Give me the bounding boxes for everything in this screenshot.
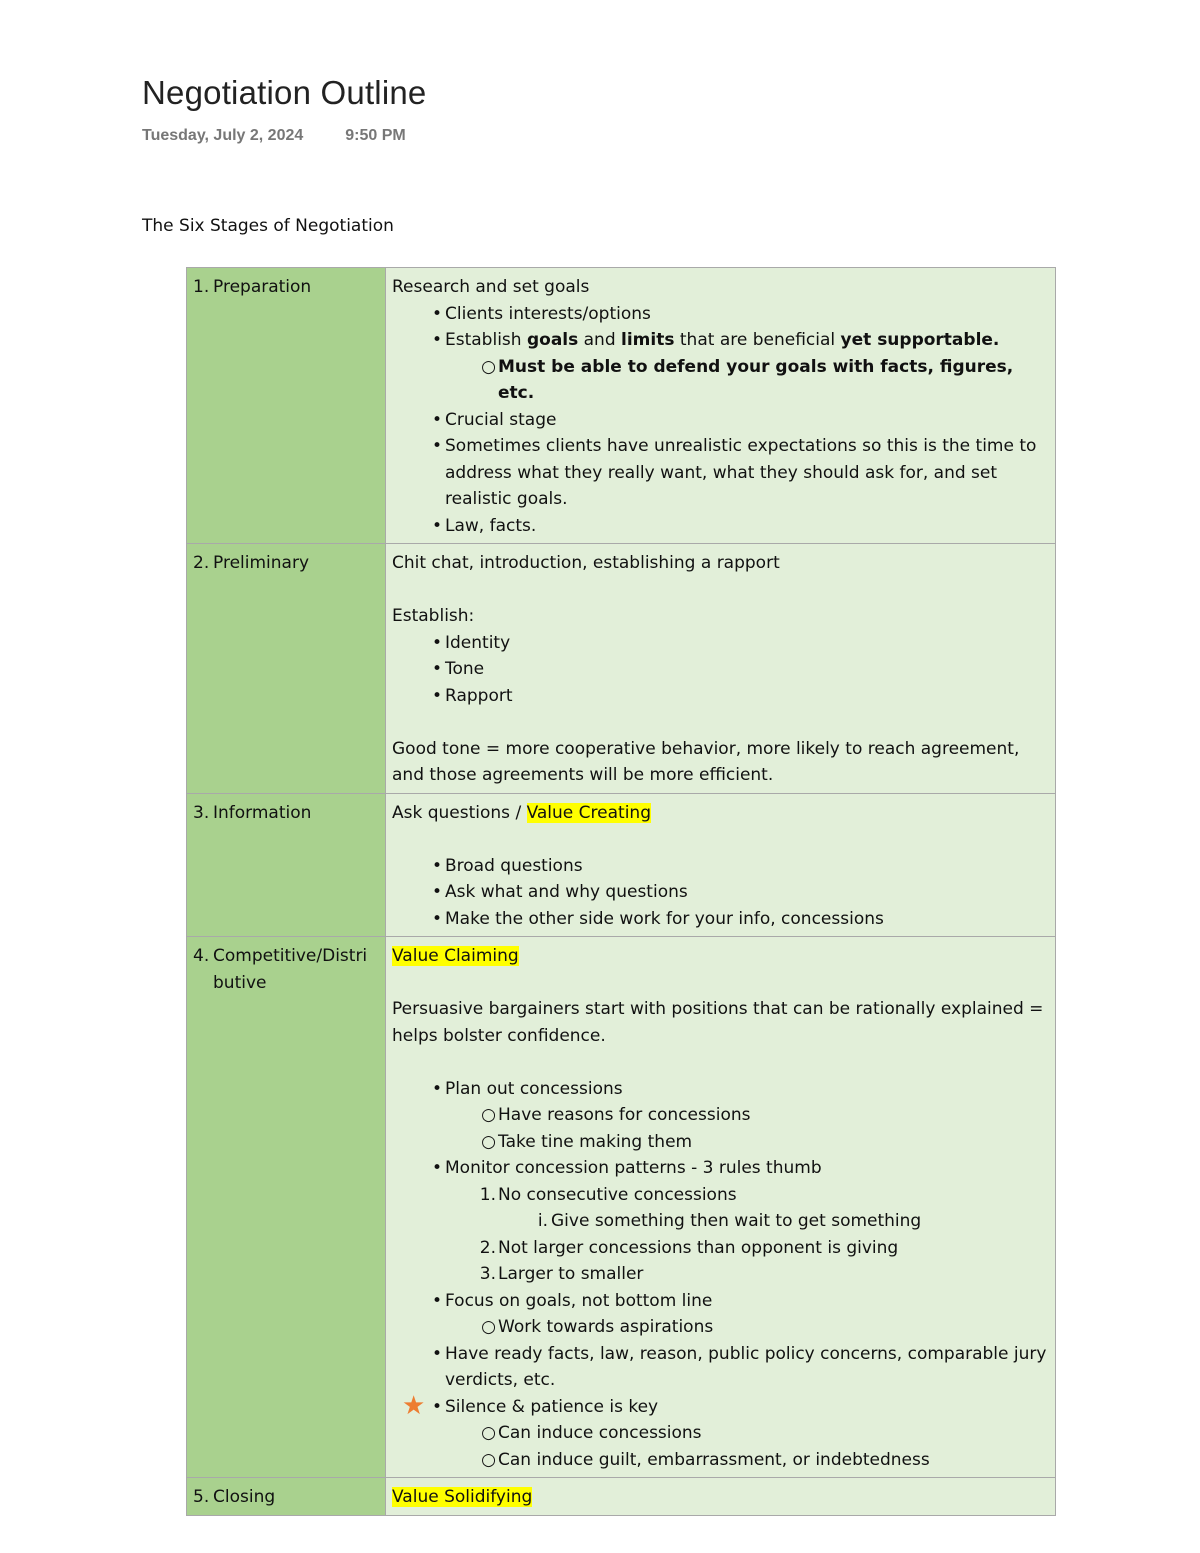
list-item: • Sometimes clients have unrealistic expectations so this is the time to address what they really want, what they should ask for, and set realistic goals. <box>392 433 1049 513</box>
list-item: • Rapport <box>392 683 1049 710</box>
list-number: 1. <box>479 1184 496 1205</box>
list-item: • Ask what and why questions <box>392 879 1049 906</box>
bullet-icon: • <box>431 330 442 350</box>
detail-intro: Chit chat, introduction, establishing a rapport <box>392 553 780 573</box>
stage-cell-information <box>187 793 386 937</box>
bullet-icon: • <box>431 632 442 653</box>
bullet-icon: • <box>431 1158 442 1178</box>
stage-cell-competitive <box>187 937 386 1478</box>
page-meta <box>142 127 406 145</box>
stage-number: 5. <box>193 1487 210 1507</box>
detail-intro <box>392 1484 1049 1511</box>
table-row <box>187 268 1056 544</box>
stage-cell-preliminary <box>187 544 386 794</box>
page-date: Tuesday, July 2, 2024 <box>142 127 304 144</box>
detail-intro: Ask questions / Value Creating <box>392 802 651 823</box>
list-item: • Identity <box>392 630 1049 657</box>
stage-number: 1. <box>193 277 210 297</box>
stage-number: 2. <box>193 553 210 573</box>
page-title: Negotiation Outline <box>142 74 427 111</box>
bullet-icon: • <box>431 855 442 876</box>
list-item: • Law, facts. <box>392 513 1049 540</box>
list-item: • Crucial stage <box>392 407 1049 434</box>
list-item: • Broad questions <box>392 853 1049 880</box>
list-item: • Tone <box>392 656 1049 683</box>
circle-bullet-icon: ○ <box>481 356 496 377</box>
list-item: ○ Can induce guilt, embarrassment, or indebtedness <box>392 1447 1049 1474</box>
list-item: • Establish goals and limits that are beneficial yet supportable. <box>392 327 1049 354</box>
bullet-icon: • <box>431 685 442 706</box>
star-icon: ★ <box>402 1390 426 1421</box>
stage-name: Competitive/Distri butive <box>213 946 368 993</box>
circle-bullet-icon: ○ <box>481 1449 496 1470</box>
list-item: • Focus on goals, not bottom line <box>392 1288 1049 1315</box>
stage-detail-competitive <box>386 937 1056 1478</box>
list-item: 3. Larger to smaller <box>392 1261 1049 1288</box>
list-item: ○ Work towards aspirations <box>392 1314 1049 1341</box>
stage-cell-preparation <box>187 268 386 544</box>
stage-name: Preparation <box>213 277 312 297</box>
table-row <box>187 793 1056 937</box>
stage-detail-preliminary <box>386 544 1056 794</box>
highlight-label: Value Claiming <box>392 946 519 966</box>
list-item: 2. Not larger concessions than opponent is giving <box>392 1235 1049 1262</box>
circle-bullet-icon: ○ <box>481 1131 496 1152</box>
bullet-icon: • <box>431 436 442 456</box>
table-row <box>187 544 1056 794</box>
detail-paragraph: Persuasive bargainers start with positions that can be rationally explained = helps bolster confidence. <box>392 999 1044 1046</box>
circle-bullet-icon: ○ <box>481 1423 496 1443</box>
list-item: ○ Take tine making them <box>392 1129 1049 1156</box>
detail-intro: Research and set goals <box>392 277 590 297</box>
stage-name: Preliminary <box>213 553 309 573</box>
detail-intro <box>392 943 1049 970</box>
stage-detail-closing <box>386 1478 1056 1516</box>
list-item: • Monitor concession patterns - 3 rules thumb <box>392 1155 1049 1182</box>
highlight-label: Value Creating <box>526 802 651 823</box>
list-item: i. Give something then wait to get something <box>392 1208 1049 1235</box>
detail-closing-text: Good tone = more cooperative behavior, more likely to reach agreement, and those agreements will be more efficient. <box>392 738 1020 785</box>
bullet-icon: • <box>431 303 442 324</box>
list-number: 2. <box>479 1237 496 1258</box>
section-subtitle: The Six Stages of Negotiation <box>142 216 394 236</box>
highlight-label: Value Solidifying <box>392 1487 533 1507</box>
stage-cell-closing <box>187 1478 386 1516</box>
list-item: 1. No consecutive concessions <box>392 1182 1049 1209</box>
bullet-icon: • <box>431 1078 442 1099</box>
table-row <box>187 1478 1056 1516</box>
stage-name: Information <box>213 802 312 823</box>
bullet-icon: • <box>431 1343 442 1364</box>
stages-table <box>186 267 1056 1516</box>
list-number: i. <box>537 1211 548 1231</box>
list-item: • Make the other side work for your info, concessions <box>392 906 1049 933</box>
detail-establish: Establish: <box>392 606 475 626</box>
bullet-icon: • <box>431 409 442 430</box>
bullet-icon: • <box>431 908 442 929</box>
stage-detail-preparation <box>386 268 1056 544</box>
stage-detail-information <box>386 793 1056 937</box>
bullet-icon: • <box>431 882 442 902</box>
list-item: • Plan out concessions <box>392 1076 1049 1103</box>
table-row <box>187 937 1056 1478</box>
list-item: ○ Can induce concessions <box>392 1420 1049 1447</box>
list-item: • Clients interests/options <box>392 301 1049 328</box>
stage-number: 3. <box>193 802 210 823</box>
bullet-icon: • <box>431 659 442 679</box>
page-time: 9:50 PM <box>345 127 406 144</box>
list-item: ★ • Silence & patience is key <box>402 1390 659 1421</box>
list-number: 3. <box>479 1264 496 1284</box>
circle-bullet-icon: ○ <box>481 1317 496 1337</box>
circle-bullet-icon: ○ <box>481 1105 496 1125</box>
bullet-icon: • <box>431 1290 442 1311</box>
list-item: ○ Have reasons for concessions <box>392 1102 1049 1129</box>
bullet-icon: • <box>431 1396 442 1417</box>
list-item: • Have ready facts, law, reason, public policy concerns, comparable jury verdicts, etc. <box>392 1341 1049 1394</box>
stage-name: Closing <box>213 1487 276 1507</box>
bullet-icon: • <box>431 515 442 536</box>
stage-number: 4. <box>193 946 210 966</box>
list-item: ○ Must be able to defend your goals with facts, figures, etc. <box>392 354 1049 407</box>
